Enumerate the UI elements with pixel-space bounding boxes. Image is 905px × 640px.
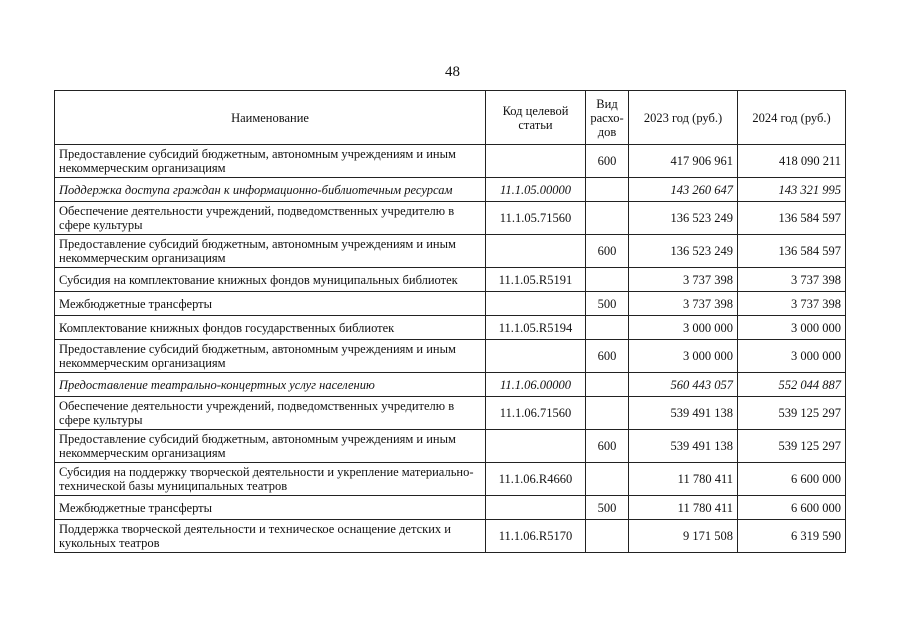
cell-name: Комплектование книжных фондов государственных библиотек <box>55 316 486 340</box>
cell-2023: 3 000 000 <box>629 340 738 373</box>
cell-vid: 600 <box>586 430 629 463</box>
cell-2023: 539 491 138 <box>629 397 738 430</box>
cell-2024: 3 737 398 <box>738 292 846 316</box>
cell-name: Предоставление субсидий бюджетным, автономным учреждениям и иным некоммерческим организациям <box>55 235 486 268</box>
table-header-row <box>55 91 846 145</box>
cell-2023: 9 171 508 <box>629 520 738 553</box>
cell-2023: 3 000 000 <box>629 316 738 340</box>
table-row <box>55 397 846 430</box>
cell-name: Межбюджетные трансферты <box>55 496 486 520</box>
cell-2023: 11 780 411 <box>629 496 738 520</box>
header-2023: 2023 год (руб.) <box>629 91 738 145</box>
budget-table <box>54 90 846 553</box>
cell-code: 11.1.06.R4660 <box>486 463 586 496</box>
cell-2024: 3 737 398 <box>738 268 846 292</box>
cell-vid: 600 <box>586 340 629 373</box>
cell-2024: 539 125 297 <box>738 397 846 430</box>
cell-vid <box>586 268 629 292</box>
cell-code <box>486 340 586 373</box>
table-row <box>55 145 846 178</box>
cell-2024: 143 321 995 <box>738 178 846 202</box>
header-name: Наименование <box>55 91 486 145</box>
cell-name: Предоставление субсидий бюджетным, автономным учреждениям и иным некоммерческим организациям <box>55 145 486 178</box>
cell-vid <box>586 373 629 397</box>
cell-2024: 6 319 590 <box>738 520 846 553</box>
table-row <box>55 316 846 340</box>
cell-2024: 552 044 887 <box>738 373 846 397</box>
table-row <box>55 202 846 235</box>
cell-name: Предоставление субсидий бюджетным, автономным учреждениям и иным некоммерческим организациям <box>55 430 486 463</box>
cell-name: Субсидия на поддержку творческой деятельности и укрепление материально-технической базы муниципальных театров <box>55 463 486 496</box>
table-row <box>55 268 846 292</box>
cell-name: Субсидия на комплектование книжных фондов муниципальных библиотек <box>55 268 486 292</box>
cell-vid: 600 <box>586 235 629 268</box>
cell-code <box>486 292 586 316</box>
cell-name: Предоставление субсидий бюджетным, автономным учреждениям и иным некоммерческим организациям <box>55 340 486 373</box>
cell-2023: 136 523 249 <box>629 202 738 235</box>
table-row <box>55 496 846 520</box>
cell-vid <box>586 520 629 553</box>
cell-name: Поддержка доступа граждан к информационно-библиотечным ресурсам <box>55 178 486 202</box>
cell-vid <box>586 463 629 496</box>
cell-code <box>486 430 586 463</box>
cell-name: Поддержка творческой деятельности и техническое оснащение детских и кукольных театров <box>55 520 486 553</box>
cell-code <box>486 496 586 520</box>
cell-code <box>486 235 586 268</box>
header-vid: Вид расхо-дов <box>586 91 629 145</box>
cell-2024: 136 584 597 <box>738 235 846 268</box>
cell-vid <box>586 202 629 235</box>
table-row <box>55 463 846 496</box>
cell-code <box>486 145 586 178</box>
cell-name: Межбюджетные трансферты <box>55 292 486 316</box>
cell-vid <box>586 178 629 202</box>
cell-vid: 600 <box>586 145 629 178</box>
cell-name: Обеспечение деятельности учреждений, подведомственных учредителю в сфере культуры <box>55 202 486 235</box>
cell-code: 11.1.06.71560 <box>486 397 586 430</box>
header-2024: 2024 год (руб.) <box>738 91 846 145</box>
cell-2024: 6 600 000 <box>738 463 846 496</box>
table-row <box>55 373 846 397</box>
cell-vid: 500 <box>586 292 629 316</box>
cell-2024: 136 584 597 <box>738 202 846 235</box>
table-row <box>55 430 846 463</box>
table-row <box>55 178 846 202</box>
header-code: Код целевой статьи <box>486 91 586 145</box>
cell-2023: 11 780 411 <box>629 463 738 496</box>
table-row <box>55 520 846 553</box>
cell-code: 11.1.05.R5194 <box>486 316 586 340</box>
cell-code: 11.1.06.00000 <box>486 373 586 397</box>
cell-code: 11.1.06.R5170 <box>486 520 586 553</box>
cell-name: Обеспечение деятельности учреждений, подведомственных учредителю в сфере культуры <box>55 397 486 430</box>
cell-2024: 418 090 211 <box>738 145 846 178</box>
cell-2023: 136 523 249 <box>629 235 738 268</box>
cell-2023: 560 443 057 <box>629 373 738 397</box>
cell-code: 11.1.05.71560 <box>486 202 586 235</box>
table-row <box>55 292 846 316</box>
table-row <box>55 235 846 268</box>
table-body <box>55 145 846 553</box>
cell-2023: 3 737 398 <box>629 292 738 316</box>
cell-2023: 417 906 961 <box>629 145 738 178</box>
cell-2024: 6 600 000 <box>738 496 846 520</box>
cell-vid <box>586 397 629 430</box>
cell-2023: 143 260 647 <box>629 178 738 202</box>
cell-vid: 500 <box>586 496 629 520</box>
cell-2023: 539 491 138 <box>629 430 738 463</box>
cell-2024: 3 000 000 <box>738 340 846 373</box>
cell-code: 11.1.05.00000 <box>486 178 586 202</box>
cell-2024: 539 125 297 <box>738 430 846 463</box>
cell-2023: 3 737 398 <box>629 268 738 292</box>
table-row <box>55 340 846 373</box>
cell-code: 11.1.05.R5191 <box>486 268 586 292</box>
cell-2024: 3 000 000 <box>738 316 846 340</box>
page-number: 48 <box>445 64 460 80</box>
cell-name: Предоставление театрально-концертных услуг населению <box>55 373 486 397</box>
cell-vid <box>586 316 629 340</box>
